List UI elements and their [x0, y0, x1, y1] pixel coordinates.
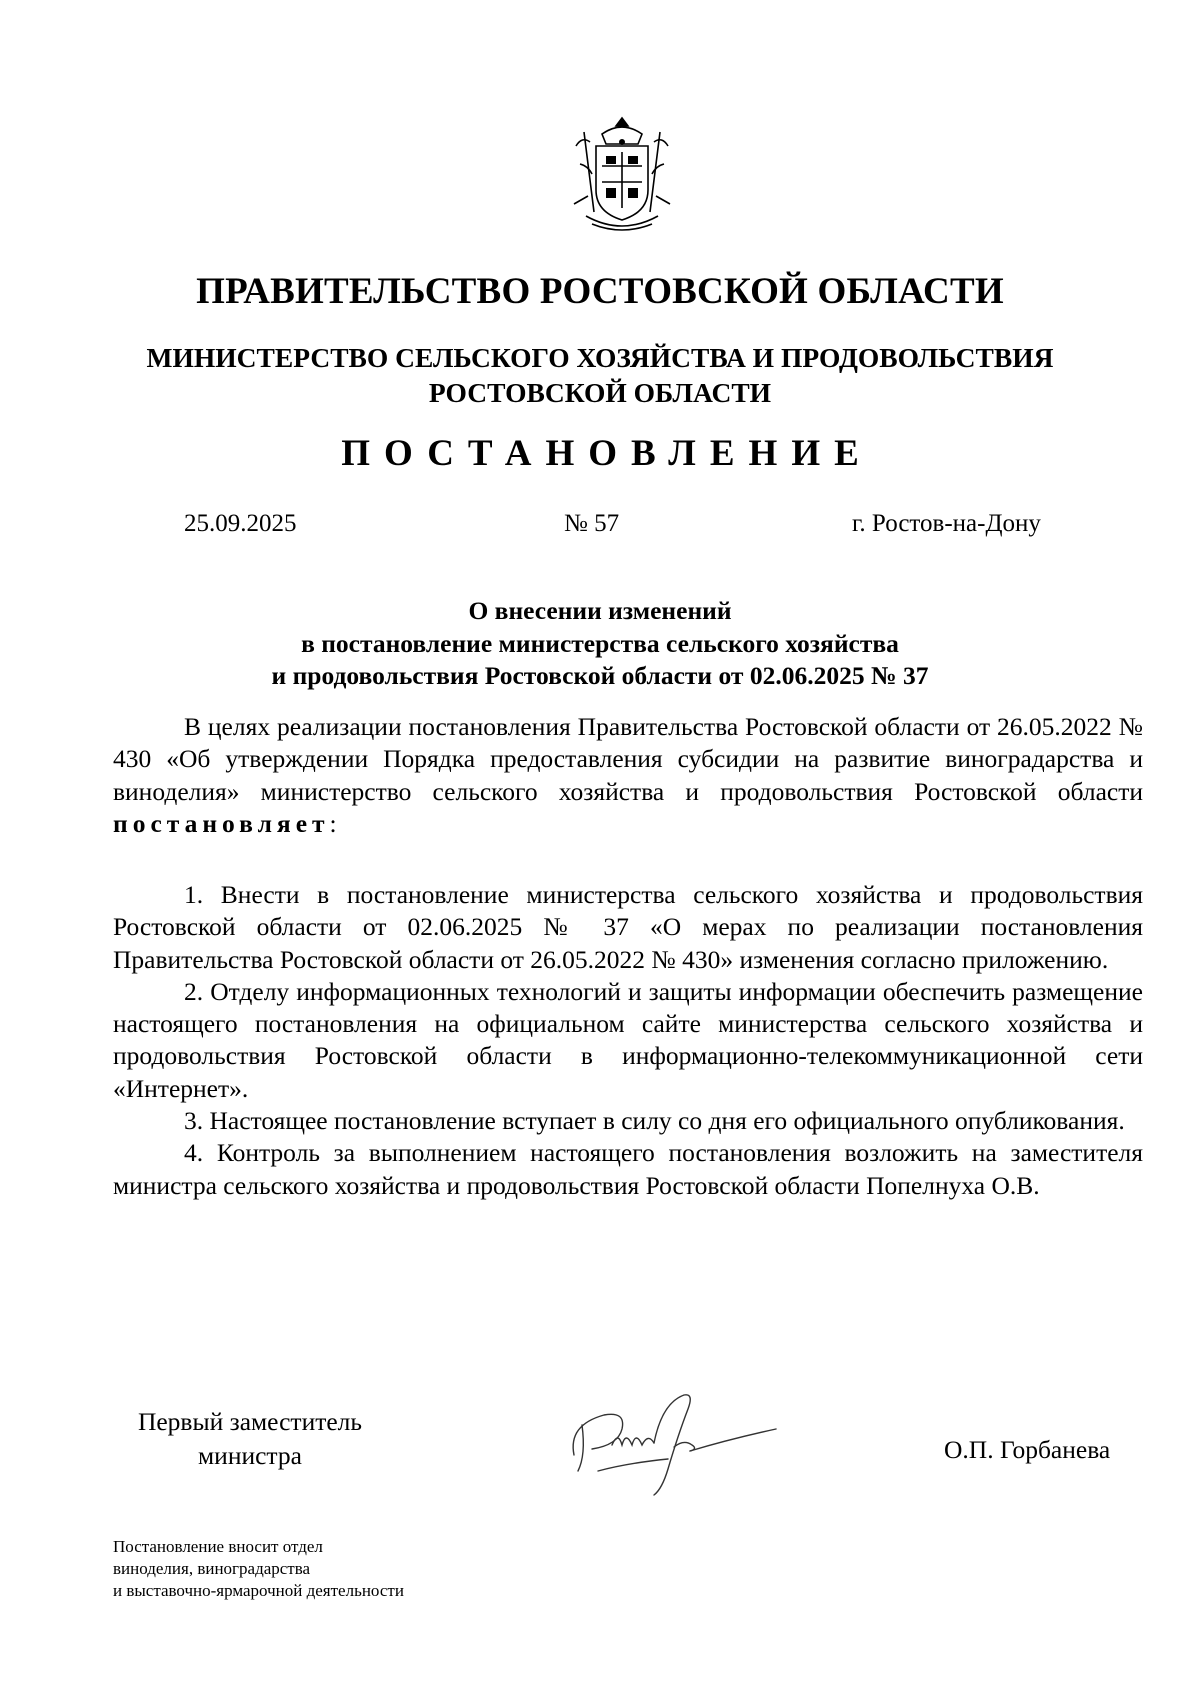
document-subject	[0, 595, 1200, 693]
signatory-title-line: министра	[198, 1441, 302, 1470]
document-number: № 57	[564, 510, 620, 537]
document-type: ПОСТАНОВЛЕНИЕ	[341, 433, 873, 474]
resolution-points	[113, 879, 1143, 1202]
subject-line: в постановление министерства сельского хозяйства	[301, 628, 899, 658]
document-city: г. Ростов-на-Дону	[852, 510, 1041, 537]
handwritten-signature-icon	[562, 1385, 782, 1497]
ministry-title	[0, 340, 1200, 410]
resolution-point: 4. Контроль за выполнением настоящего постановления возложить на заместителя министра сельского хозяйства и продовольствия Ростовской области Попелнуха О.В.	[113, 1138, 1143, 1200]
intro-text: В целях реализации постановления Правительства Ростовской области от 26.05.2022 № 430 «Об утверждении Порядка предоставления субсидии на развитие виноградарства и виноделия» министерство сельского хозяйства и продовольствия Ростовской области	[113, 712, 1143, 806]
document-footer	[113, 1536, 404, 1602]
subject-line: и продовольствия Ростовской области от 02.06.2025 № 37	[271, 661, 929, 690]
ministry-title-line: РОСТОВСКОЙ ОБЛАСТИ	[428, 377, 772, 408]
subject-line: О внесении изменений	[468, 596, 732, 625]
signatory-title-line: Первый заместитель	[137, 1407, 363, 1436]
intro-suffix: :	[329, 808, 337, 838]
resolution-point: 3. Настоящее постановление вступает в силу со дня его официального опубликования.	[184, 1106, 1125, 1136]
signatory-name: О.П. Горбанева	[944, 1435, 1111, 1464]
ministry-title-line: МИНИСТЕРСТВО СЕЛЬСКОГО ХОЗЯЙСТВА И ПРОДОВОЛЬСТВИЯ	[146, 342, 1054, 373]
government-title: ПРАВИТЕЛЬСТВО РОСТОВСКОЙ ОБЛАСТИ	[196, 271, 1004, 312]
footer-line: виноделия, виноградарства	[113, 1559, 311, 1578]
signatory-title	[110, 1405, 390, 1473]
coat-of-arms-icon	[566, 112, 678, 240]
document-date: 25.09.2025	[184, 510, 297, 537]
resolution-keyword: постановляет	[113, 808, 330, 838]
intro-paragraph	[113, 711, 1143, 840]
resolution-point: 2. Отделу информационных технологий и защиты информации обеспечить размещение настоящего постановления на официальном сайте министерства сельского хозяйства и продовольствия Ростовской области в информационно-телекоммуникационной сети «Интернет».	[113, 976, 1143, 1103]
footer-line: Постановление вносит отдел	[113, 1537, 323, 1556]
footer-line: и выставочно-ярмарочной деятельности	[113, 1581, 404, 1600]
resolution-point: 1. Внести в постановление министерства сельского хозяйства и продовольствия Ростовской области от 02.06.2025 № 37 «О мерах по реализации постановления Правительства Ростовской области от 26.05.2022 № 430» изменения согласно приложению.	[113, 880, 1143, 974]
